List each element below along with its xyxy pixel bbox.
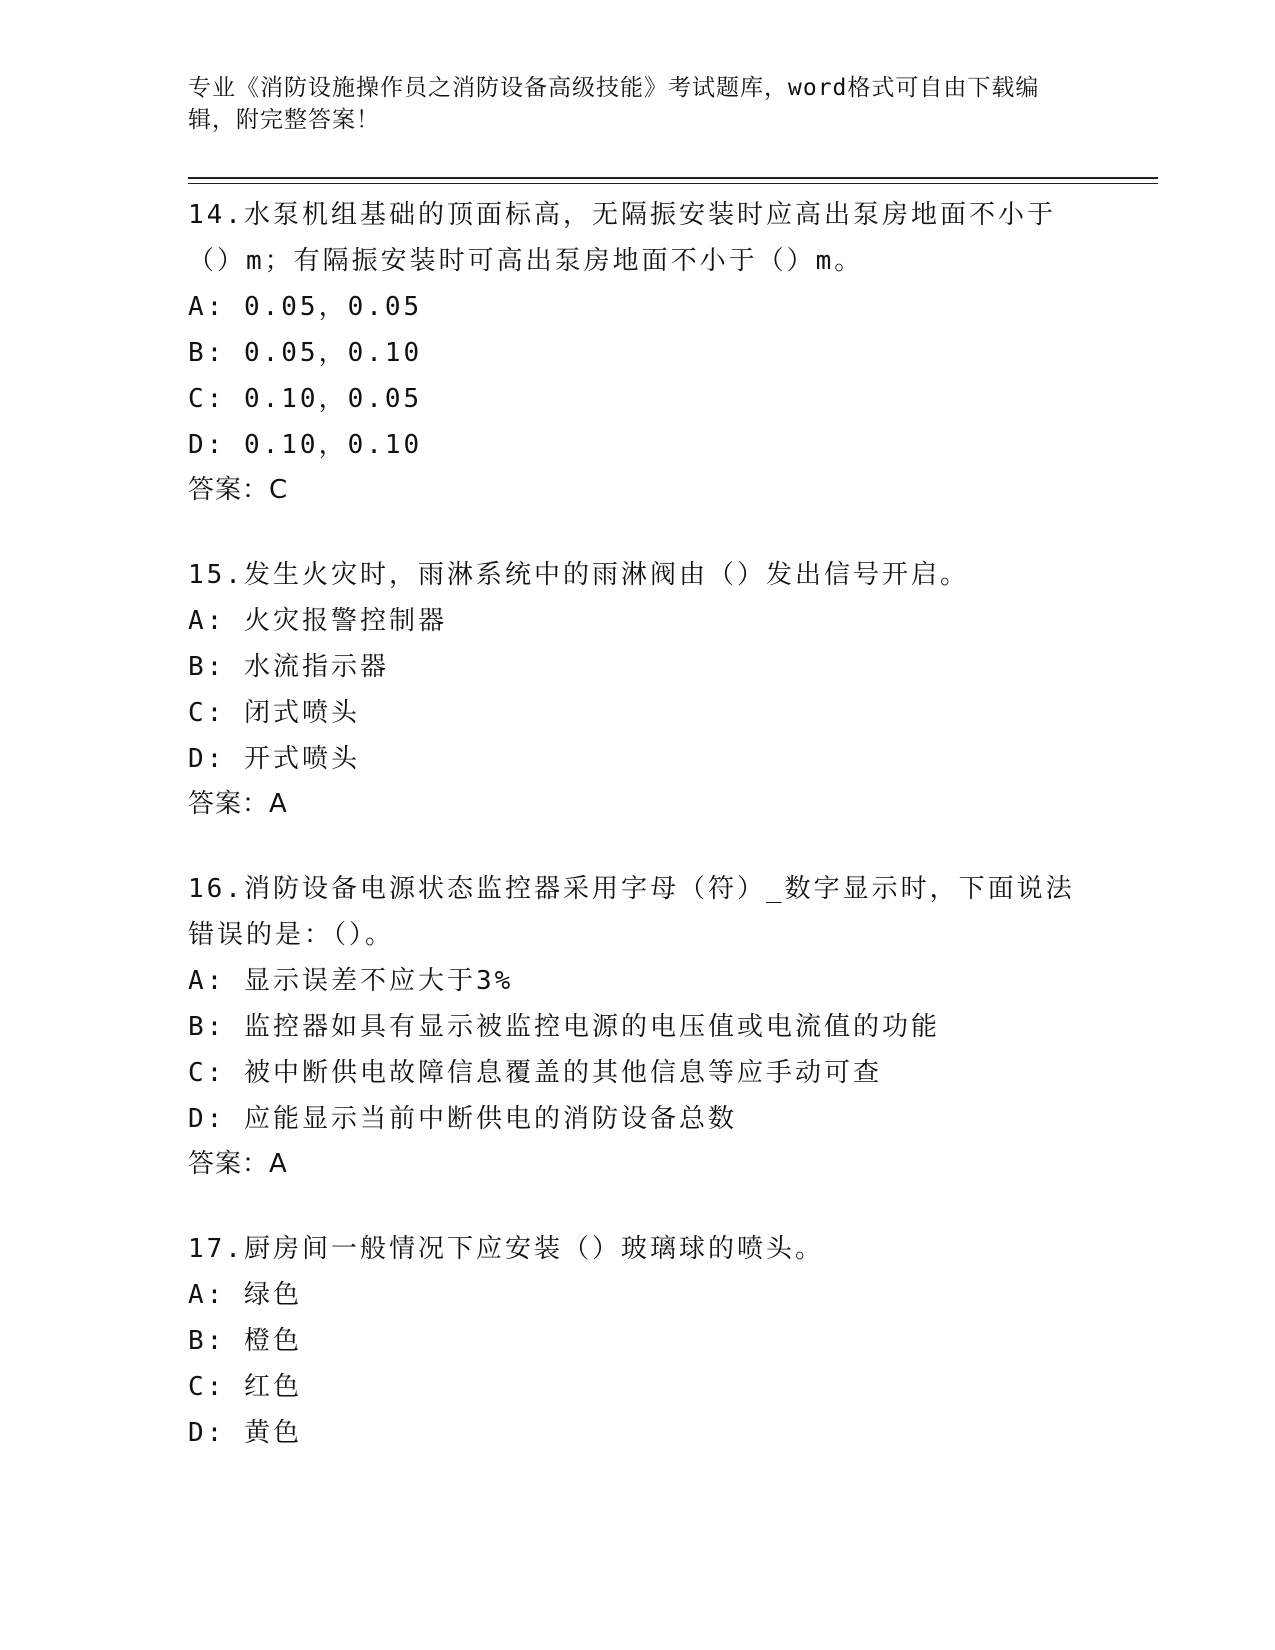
option-d: D: 开式喷头 <box>188 744 360 774</box>
option-c: C: 0.10，0.05 <box>188 384 423 414</box>
question-stem: 15.发生火灾时，雨淋系统中的雨淋阀由（）发出信号开启。 <box>188 560 969 590</box>
question-stem: 16.消防设备电源状态监控器采用字母（符）_数字显示时，下面说法错误的是：（）。 <box>188 874 1075 950</box>
option-d: D: 应能显示当前中断供电的消防设备总数 <box>188 1104 737 1134</box>
option-d: D: 0.10，0.10 <box>188 430 423 460</box>
question-stem: 14.水泵机组基础的顶面标高，无隔振安装时应高出泵房地面不小于（）m；有隔振安装时可高出泵房地面不小于（）m。 <box>188 200 1056 276</box>
answer: 答案：A <box>188 789 288 819</box>
option-c: C: 红色 <box>188 1372 302 1402</box>
option-a: A: 绿色 <box>188 1280 302 1310</box>
question-16 <box>188 866 1088 1186</box>
header-divider-thick <box>188 177 1158 179</box>
question-15 <box>188 552 1088 826</box>
question-stem: 17.厨房间一般情况下应安装（）玻璃球的喷头。 <box>188 1234 824 1264</box>
question-14 <box>188 192 1088 512</box>
option-c: C: 闭式喷头 <box>188 698 360 728</box>
document-header: 专业《消防设施操作员之消防设备高级技能》考试题库，word格式可自由下载编辑，附完整答案！ <box>188 75 1040 133</box>
option-a: A: 显示误差不应大于3% <box>188 966 514 996</box>
option-c: C: 被中断供电故障信息覆盖的其他信息等应手动可查 <box>188 1058 882 1088</box>
answer: 答案：C <box>188 475 289 505</box>
answer: 答案：A <box>188 1149 288 1179</box>
option-d: D: 黄色 <box>188 1418 302 1448</box>
option-b: B: 橙色 <box>188 1326 302 1356</box>
option-b: B: 监控器如具有显示被监控电源的电压值或电流值的功能 <box>188 1012 940 1042</box>
option-b: B: 水流指示器 <box>188 652 389 682</box>
question-17 <box>188 1226 1088 1456</box>
option-a: A: 0.05，0.05 <box>188 292 423 322</box>
option-a: A: 火灾报警控制器 <box>188 606 447 636</box>
header-divider-thin <box>188 183 1158 184</box>
question-list <box>188 192 1088 1496</box>
option-b: B: 0.05，0.10 <box>188 338 423 368</box>
